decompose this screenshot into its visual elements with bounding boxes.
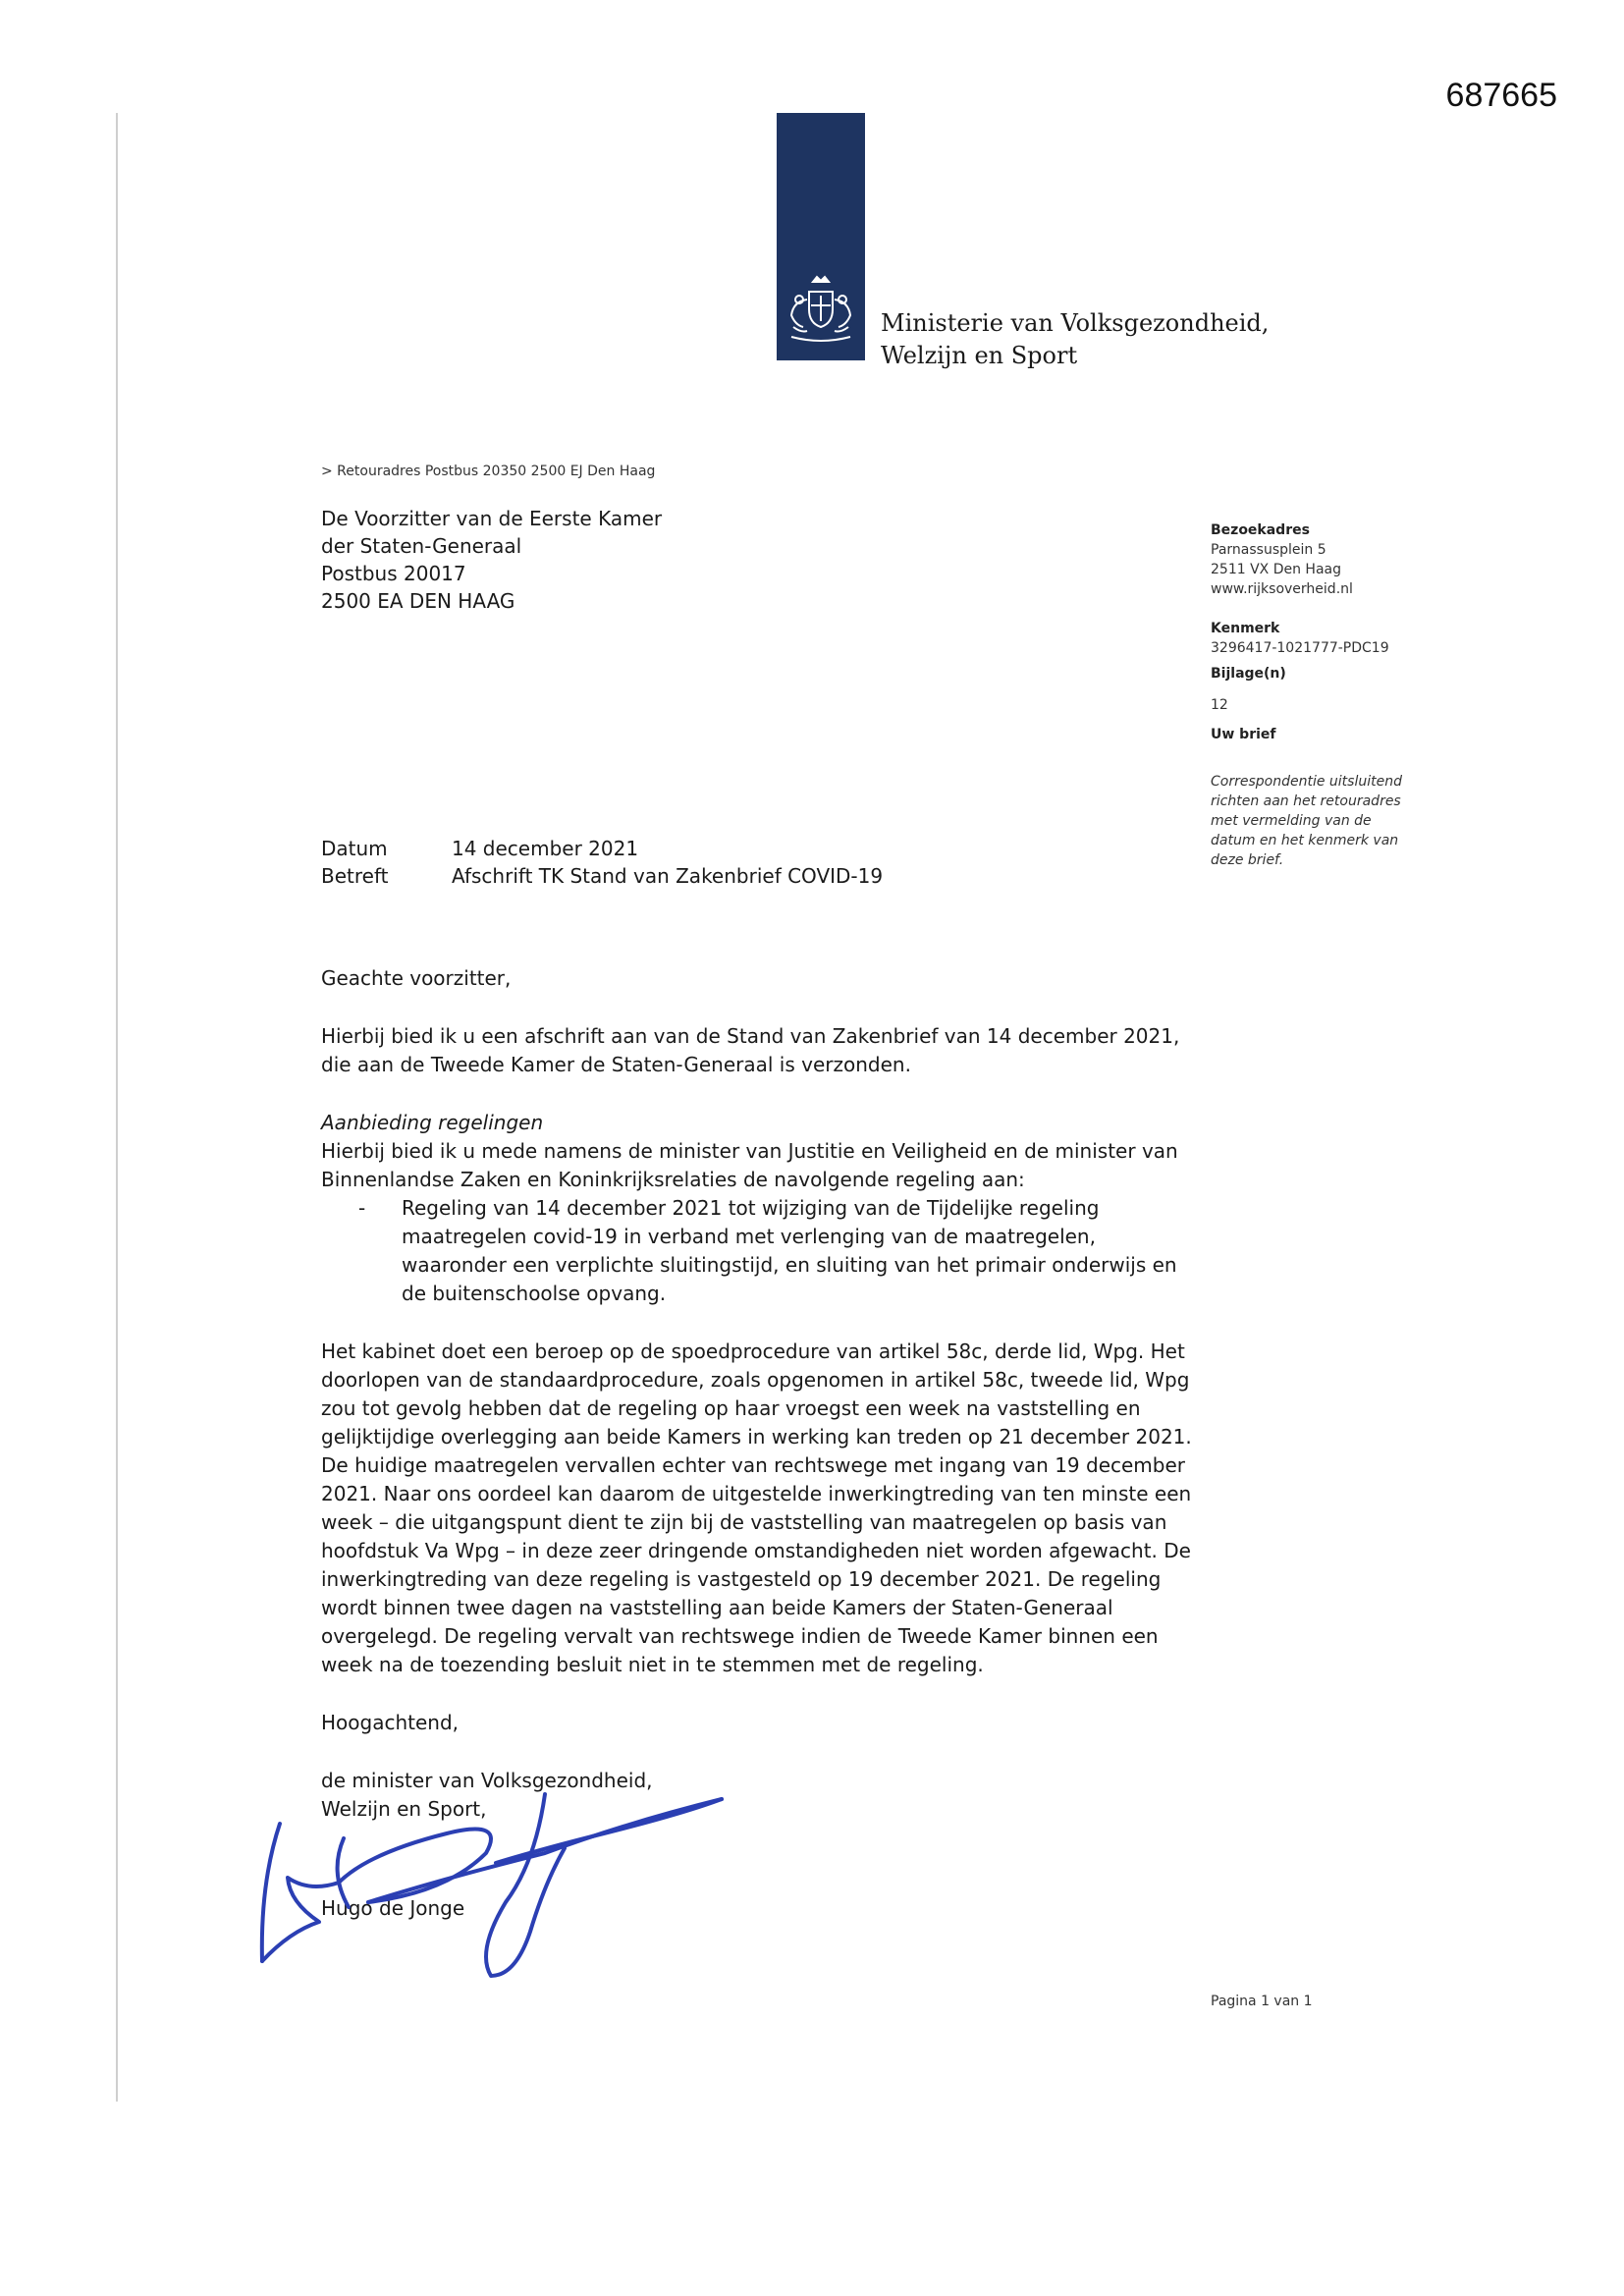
list-item-text: Regeling van 14 december 2021 tot wijziging van de Tijdelijke regeling maatregelen covid-19 in verband met verlenging van de maatregelen, waaronder een verplichte sluitingstijd, en sluiting van het primair onderwijs en de buitenschoolse opvang. bbox=[402, 1196, 1177, 1305]
date-label: Datum bbox=[321, 837, 388, 860]
signatory-line-2: Welzijn en Sport, bbox=[321, 1797, 487, 1821]
handwritten-signature bbox=[250, 1784, 741, 1981]
left-margin-line bbox=[116, 113, 118, 2102]
list-dash: - bbox=[358, 1196, 366, 1220]
letter-meta bbox=[321, 835, 883, 890]
subject-row bbox=[321, 862, 883, 890]
visit-street: Parnassusplein 5 bbox=[1211, 542, 1326, 558]
subject-label: Betreft bbox=[321, 864, 389, 888]
closing: Hoogachtend, bbox=[321, 1711, 460, 1734]
recipient-line-4: 2500 EA DEN HAAG bbox=[321, 589, 515, 613]
subject-value: Afschrift TK Stand van Zakenbrief COVID-19 bbox=[452, 864, 884, 888]
correspondence-note-3: met vermelding van de bbox=[1211, 813, 1372, 829]
recipient-line-2: der Staten-Generaal bbox=[321, 534, 522, 558]
correspondence-note-2: richten aan het retouradres bbox=[1211, 793, 1401, 809]
page-number: Pagina 1 van 1 bbox=[1211, 1994, 1313, 2009]
regulation-list bbox=[321, 1194, 1205, 1308]
return-address: > Retouradres Postbus 20350 2500 EJ Den Haag bbox=[321, 464, 656, 479]
visit-website: www.rijksoverheid.nl bbox=[1211, 581, 1353, 597]
reference-value: 3296417-1021777-PDC19 bbox=[1211, 640, 1389, 656]
correspondence-note-1: Correspondentie uitsluitend bbox=[1211, 774, 1402, 790]
subheading: Aanbieding regelingen bbox=[321, 1111, 544, 1134]
recipient-line-3: Postbus 20017 bbox=[321, 562, 466, 585]
ministry-name bbox=[881, 307, 1269, 372]
date-row bbox=[321, 835, 883, 862]
your-letter-label: Uw brief bbox=[1211, 727, 1276, 742]
document-id: 687665 bbox=[1445, 77, 1557, 114]
visit-address-label: Bezoekadres bbox=[1211, 522, 1310, 538]
reference-label: Kenmerk bbox=[1211, 621, 1280, 636]
list-item bbox=[321, 1194, 1205, 1308]
logo-bar bbox=[777, 113, 865, 360]
recipient-line-1: De Voorzitter van de Eerste Kamer bbox=[321, 507, 663, 530]
correspondence-note-4: datum en het kenmerk van bbox=[1211, 833, 1399, 848]
visit-city: 2511 VX Den Haag bbox=[1211, 562, 1341, 577]
ministry-line-2: Welzijn en Sport bbox=[881, 342, 1078, 369]
paragraph-1: Hierbij bied ik u een afschrift aan van de Stand van Zakenbrief van 14 december 2021, die aan de Tweede Kamer de Staten-Generaal is verzonden. bbox=[321, 1024, 1180, 1076]
correspondence-note-5: deze brief. bbox=[1211, 852, 1284, 868]
recipient-address bbox=[321, 505, 662, 615]
ministry-line-1: Ministerie van Volksgezondheid, bbox=[881, 309, 1270, 337]
paragraph-3: Het kabinet doet een beroep op de spoedprocedure van artikel 58c, derde lid, Wpg. Het doorlopen van de standaardprocedure, zoals opgenomen in artikel 58c, tweede lid, Wpg zou tot gevolg hebben dat de regeling op haar vroegst een week na vaststelling en gelijktijdige overlegging aan beide Kamers in werking kan treden op 21 december 2021. De huidige maatregelen vervallen echter van rechtswege met ingang van 19 december 2021. Naar ons oordeel kan daarom de uitgestelde inwerkingtreding van ten minste een week – die uitgangspunt dient te zijn bij de vaststelling van maatregelen op basis van hoofdstuk Va Wpg – in deze zeer dringende omstandigheden niet worden afgewacht. De inwerkingtreding van deze regeling is vastgesteld op 19 december 2021. De regeling wordt binnen twee dagen na vaststelling aan beide Kamers der Staten-Generaal overgelegd. De regeling vervalt van rechtswege indien de Tweede Kamer binnen een week na de toezending besluit niet in te stemmen met de regeling. bbox=[321, 1339, 1192, 1676]
salutation: Geachte voorzitter, bbox=[321, 966, 512, 990]
paragraph-2: Hierbij bied ik u mede namens de minister van Justitie en Veiligheid en de minister van Binnenlandse Zaken en Koninkrijksrelaties de navolgende regeling aan: bbox=[321, 1139, 1178, 1191]
attachments-label: Bijlage(n) bbox=[1211, 666, 1286, 682]
coat-of-arms-icon bbox=[782, 270, 860, 349]
date-value: 14 december 2021 bbox=[452, 837, 639, 860]
letter-body bbox=[321, 964, 1205, 1923]
signatory-name: Hugo de Jonge bbox=[321, 1896, 465, 1920]
signatory-line-1: de minister van Volksgezondheid, bbox=[321, 1769, 653, 1792]
attachments-value: 12 bbox=[1211, 697, 1228, 713]
sidebar-info bbox=[1211, 520, 1436, 870]
